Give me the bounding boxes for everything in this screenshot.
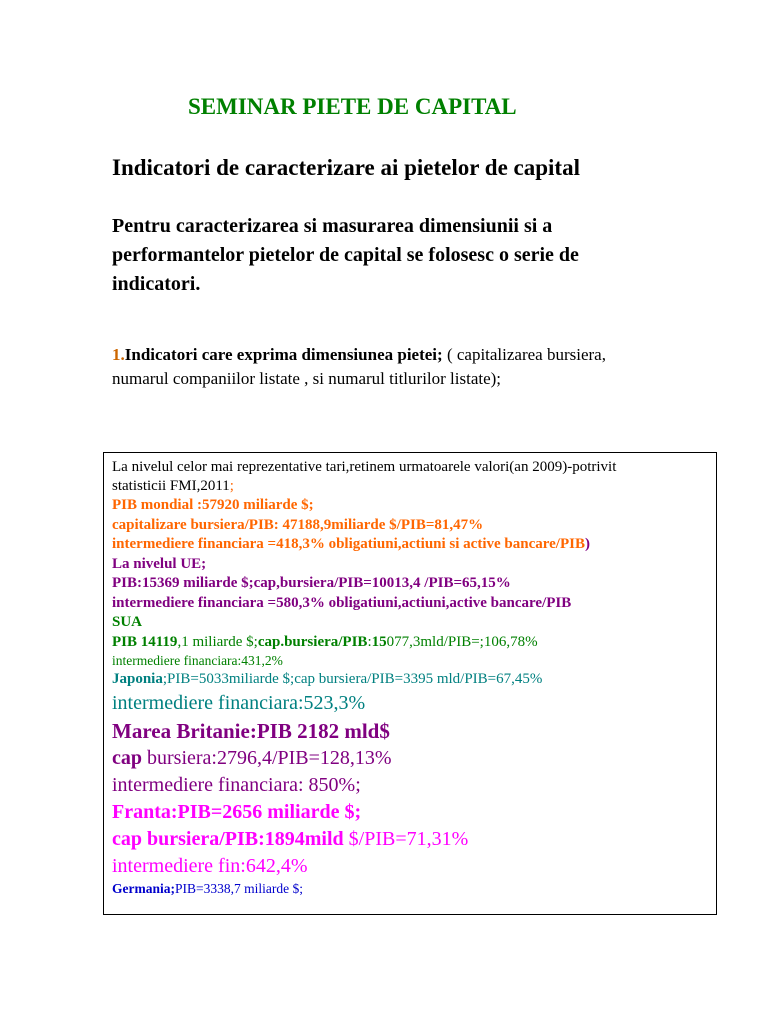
germania-text: PIB=3338,7 miliarde $; [175, 880, 303, 896]
sua-pib-c: cap.bursiera/PIB [257, 633, 368, 650]
item-text-2: numarul companiilor listate , si numarul titlurilor listate); [112, 369, 502, 388]
intro-line-1: Pentru caracterizarea si masurarea dimensiunii si a [112, 215, 553, 237]
franta-cap-a: cap bursiera/PIB:1894mild [112, 827, 344, 850]
sua-pib [112, 633, 708, 653]
uk-interm: intermediere financiara: 850%; [112, 773, 361, 796]
sua-pib-a: PIB 14119 [112, 633, 178, 650]
interm-mondial-end: ) [584, 536, 590, 552]
sua-label: SUA [112, 614, 143, 630]
ue-interm: intermediere financiara =580,3% obligatiuni,actiuni,active bancare/PIB [112, 594, 572, 611]
interm-mondial-text: intermediere financiara =418,3% obligatiuni,actiuni si active bancare/PIB [112, 536, 585, 552]
pib-mondial: PIB mondial :57920 miliarde $; [112, 497, 314, 513]
uk-cap-b: bursiera:2796,4/PIB=128,13% [142, 746, 392, 769]
franta-cap-b: $/PIB=71,31% [343, 827, 469, 850]
sua-interm: intermediere financiara:431,2% [112, 653, 283, 668]
box-intro-2-end: ; [229, 478, 234, 494]
japonia-row [112, 670, 708, 690]
japonia-interm: intermediere financiara:523,3% [112, 691, 366, 714]
cap-mondial: capitalizare bursiera/PIB: 47188,9miliarde $/PIB=81,47% [112, 516, 484, 533]
uk-value: 2182 mld$ [297, 718, 390, 743]
box-intro-2 [112, 477, 708, 496]
germania-label: Germania; [112, 880, 175, 896]
uk-cap-a: cap [112, 746, 142, 769]
intro-paragraph [112, 212, 712, 299]
page-title: SEMINAR PIETE DE CAPITAL [188, 94, 517, 119]
sua-pib-e: 15 [371, 633, 387, 650]
sua-pib-b: ,1 miliarde $; [177, 633, 258, 650]
indicator-item-1-line-1 [112, 343, 732, 367]
uk-row [112, 717, 708, 745]
japonia-label: Japonia [112, 671, 163, 687]
franta-interm: intermediere fin:642,4% [112, 854, 308, 877]
franta-cap [112, 826, 708, 853]
intro-line-2: performantelor pietelor de capital se folosesc o serie de [112, 244, 579, 266]
box-intro-1: La nivelul celor mai reprezentative tari,retinem urmatoarele valori(an 2009)-potrivit [112, 459, 617, 475]
statistics-box [103, 452, 717, 915]
germania-row [112, 880, 708, 898]
sua-pib-f: 077,3mld/PIB=;106,78% [386, 633, 538, 650]
item-number: 1. [112, 345, 125, 364]
uk-cap [112, 745, 708, 772]
indicator-item-1 [112, 343, 732, 391]
uk-label: Marea Britanie:PIB [112, 718, 298, 743]
interm-mondial [112, 535, 708, 555]
item-text-1: ( capitalizarea bursiera, [442, 345, 606, 364]
subtitle: Indicatori de caracterizare ai pietelor de capital [112, 155, 580, 180]
franta-pib: Franta:PIB=2656 miliarde $; [112, 800, 362, 823]
box-intro-2-text: statisticii FMI,2011 [112, 478, 230, 494]
ue-label: La nivelul UE; [112, 555, 207, 572]
intro-line-3: indicatori. [112, 273, 201, 295]
item-heading: Indicatori care exprima dimensiunea pietei; [124, 345, 443, 364]
sua-pib-d: : [367, 633, 372, 650]
ue-pib: PIB:15369 miliarde $;cap,bursiera/PIB=10013,4 /PIB=65,15% [112, 575, 511, 591]
japonia-text: ;PIB=5033miliarde $;cap bursiera/PIB=3395 mld/PIB=67,45% [162, 671, 543, 687]
